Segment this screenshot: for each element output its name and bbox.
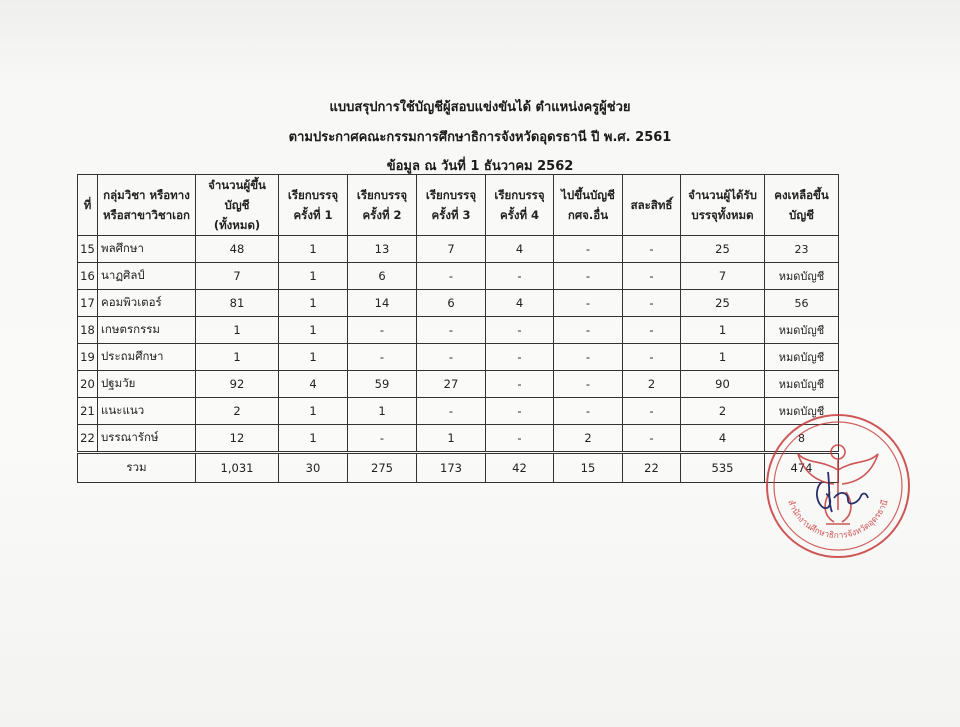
cell-call-1: 1 bbox=[279, 290, 348, 317]
cell-other-list: - bbox=[554, 290, 623, 317]
cell-other-list: - bbox=[554, 317, 623, 344]
cell-subject: บรรณารักษ์ bbox=[98, 425, 196, 453]
cell-call-3: 7 bbox=[417, 236, 486, 263]
cell-call-4: 4 bbox=[486, 290, 554, 317]
cell-other-list: - bbox=[554, 344, 623, 371]
cell-total-appointed: 25 bbox=[681, 290, 765, 317]
cell-no: 20 bbox=[78, 371, 98, 398]
cell-other-list: - bbox=[554, 398, 623, 425]
cell-total-appointed: 7 bbox=[681, 263, 765, 290]
cell-passed: 12 bbox=[196, 425, 279, 453]
cell-no: 21 bbox=[78, 398, 98, 425]
header-other-list: ไปขึ้นบัญชี กศจ.อื่น bbox=[554, 175, 623, 236]
cell-call-2: 14 bbox=[348, 290, 417, 317]
cell-call-3: - bbox=[417, 263, 486, 290]
cell-forfeit: - bbox=[623, 425, 681, 453]
cell-remaining: หมดบัญชี bbox=[765, 344, 839, 371]
total-label: รวม bbox=[78, 453, 196, 483]
total-remaining: 474 bbox=[765, 453, 839, 483]
header-remaining: คงเหลือขึ้นบัญชี bbox=[765, 175, 839, 236]
cell-total-appointed: 90 bbox=[681, 371, 765, 398]
cell-subject: คอมพิวเตอร์ bbox=[98, 290, 196, 317]
cell-remaining: หมดบัญชี bbox=[765, 371, 839, 398]
official-seal-stamp bbox=[764, 412, 912, 560]
total-call-2: 275 bbox=[348, 453, 417, 483]
cell-forfeit: 2 bbox=[623, 371, 681, 398]
cell-remaining: หมดบัญชี bbox=[765, 317, 839, 344]
table-row bbox=[78, 263, 839, 290]
table-row bbox=[78, 398, 839, 425]
cell-passed: 1 bbox=[196, 344, 279, 371]
cell-no: 15 bbox=[78, 236, 98, 263]
cell-remaining: 8 bbox=[765, 425, 839, 453]
cell-call-3: 1 bbox=[417, 425, 486, 453]
cell-other-list: 2 bbox=[554, 425, 623, 453]
cell-subject: ประถมศึกษา bbox=[98, 344, 196, 371]
cell-total-appointed: 1 bbox=[681, 317, 765, 344]
cell-subject: พลศึกษา bbox=[98, 236, 196, 263]
cell-other-list: - bbox=[554, 236, 623, 263]
cell-remaining: 23 bbox=[765, 236, 839, 263]
cell-no: 22 bbox=[78, 425, 98, 453]
cell-call-4: - bbox=[486, 263, 554, 290]
header-forfeit: สละสิทธิ์ bbox=[623, 175, 681, 236]
header-subject: กลุ่มวิชา หรือทาง หรือสาขาวิชาเอก bbox=[98, 175, 196, 236]
cell-call-2: 59 bbox=[348, 371, 417, 398]
cell-subject: ปฐมวัย bbox=[98, 371, 196, 398]
cell-call-2: - bbox=[348, 344, 417, 371]
cell-call-2: 1 bbox=[348, 398, 417, 425]
total-passed: 1,031 bbox=[196, 453, 279, 483]
document-title: แบบสรุปการใช้บัญชีผู้สอบแข่งขันได้ ตำแหน่งครูผู้ช่วย bbox=[329, 100, 631, 115]
cell-no: 16 bbox=[78, 263, 98, 290]
cell-no: 19 bbox=[78, 344, 98, 371]
summary-table bbox=[77, 174, 839, 483]
cell-remaining: หมดบัญชี bbox=[765, 398, 839, 425]
cell-call-2: 6 bbox=[348, 263, 417, 290]
table-header-row bbox=[78, 175, 839, 236]
cell-call-3: 27 bbox=[417, 371, 486, 398]
document-date-line: ข้อมูล ณ วันที่ 1 ธันวาคม 2562 bbox=[386, 159, 574, 174]
cell-call-4: - bbox=[486, 425, 554, 453]
cell-total-appointed: 1 bbox=[681, 344, 765, 371]
cell-call-2: - bbox=[348, 425, 417, 453]
cell-call-1: 1 bbox=[279, 317, 348, 344]
cell-no: 18 bbox=[78, 317, 98, 344]
cell-call-1: 1 bbox=[279, 344, 348, 371]
garuda-emblem-icon bbox=[798, 445, 878, 524]
table-total-row bbox=[78, 453, 839, 483]
table-row bbox=[78, 344, 839, 371]
cell-passed: 92 bbox=[196, 371, 279, 398]
cell-call-3: 6 bbox=[417, 290, 486, 317]
header-total-appointed: จำนวนผู้ได้รับ บรรจุทั้งหมด bbox=[681, 175, 765, 236]
total-call-4: 42 bbox=[486, 453, 554, 483]
cell-subject: แนะแนว bbox=[98, 398, 196, 425]
cell-passed: 7 bbox=[196, 263, 279, 290]
cell-forfeit: - bbox=[623, 290, 681, 317]
cell-passed: 81 bbox=[196, 290, 279, 317]
total-appointed: 535 bbox=[681, 453, 765, 483]
cell-call-4: 4 bbox=[486, 236, 554, 263]
table-row bbox=[78, 236, 839, 263]
header-no: ที่ bbox=[78, 175, 98, 236]
cell-forfeit: - bbox=[623, 263, 681, 290]
cell-remaining: หมดบัญชี bbox=[765, 263, 839, 290]
table-row bbox=[78, 290, 839, 317]
header-passed: จำนวนผู้ขึ้นบัญชี (ทั้งหมด) bbox=[196, 175, 279, 236]
total-other-list: 15 bbox=[554, 453, 623, 483]
cell-call-4: - bbox=[486, 344, 554, 371]
cell-forfeit: - bbox=[623, 236, 681, 263]
seal-text: สำนักงานศึกษาธิการจังหวัดอุดรธานี bbox=[785, 498, 891, 542]
cell-call-1: 1 bbox=[279, 263, 348, 290]
table-row bbox=[78, 371, 839, 398]
cell-no: 17 bbox=[78, 290, 98, 317]
cell-call-4: - bbox=[486, 317, 554, 344]
cell-call-2: - bbox=[348, 317, 417, 344]
cell-call-4: - bbox=[486, 371, 554, 398]
cell-forfeit: - bbox=[623, 344, 681, 371]
cell-total-appointed: 4 bbox=[681, 425, 765, 453]
cell-forfeit: - bbox=[623, 317, 681, 344]
total-call-1: 30 bbox=[279, 453, 348, 483]
cell-call-3: - bbox=[417, 344, 486, 371]
cell-passed: 48 bbox=[196, 236, 279, 263]
cell-call-3: - bbox=[417, 398, 486, 425]
cell-call-4: - bbox=[486, 398, 554, 425]
cell-call-1: 1 bbox=[279, 398, 348, 425]
cell-call-1: 1 bbox=[279, 425, 348, 453]
cell-other-list: - bbox=[554, 263, 623, 290]
cell-other-list: - bbox=[554, 371, 623, 398]
cell-remaining: 56 bbox=[765, 290, 839, 317]
header-call-1: เรียกบรรจุ ครั้งที่ 1 bbox=[279, 175, 348, 236]
cell-forfeit: - bbox=[623, 398, 681, 425]
total-call-3: 173 bbox=[417, 453, 486, 483]
cell-call-1: 1 bbox=[279, 236, 348, 263]
header-call-3: เรียกบรรจุ ครั้งที่ 3 bbox=[417, 175, 486, 236]
cell-call-1: 4 bbox=[279, 371, 348, 398]
header-call-4: เรียกบรรจุ ครั้งที่ 4 bbox=[486, 175, 554, 236]
cell-passed: 2 bbox=[196, 398, 279, 425]
cell-total-appointed: 2 bbox=[681, 398, 765, 425]
document-subtitle: ตามประกาศคณะกรรมการศึกษาธิการจังหวัดอุดรธานี ปี พ.ศ. 2561 bbox=[288, 130, 672, 145]
cell-subject: นาฏศิลป์ bbox=[98, 263, 196, 290]
cell-total-appointed: 25 bbox=[681, 236, 765, 263]
table-row bbox=[78, 317, 839, 344]
cell-call-3: - bbox=[417, 317, 486, 344]
cell-subject: เกษตรกรรม bbox=[98, 317, 196, 344]
table-row bbox=[78, 425, 839, 453]
header-call-2: เรียกบรรจุ ครั้งที่ 2 bbox=[348, 175, 417, 236]
cell-passed: 1 bbox=[196, 317, 279, 344]
cell-call-2: 13 bbox=[348, 236, 417, 263]
total-forfeit: 22 bbox=[623, 453, 681, 483]
